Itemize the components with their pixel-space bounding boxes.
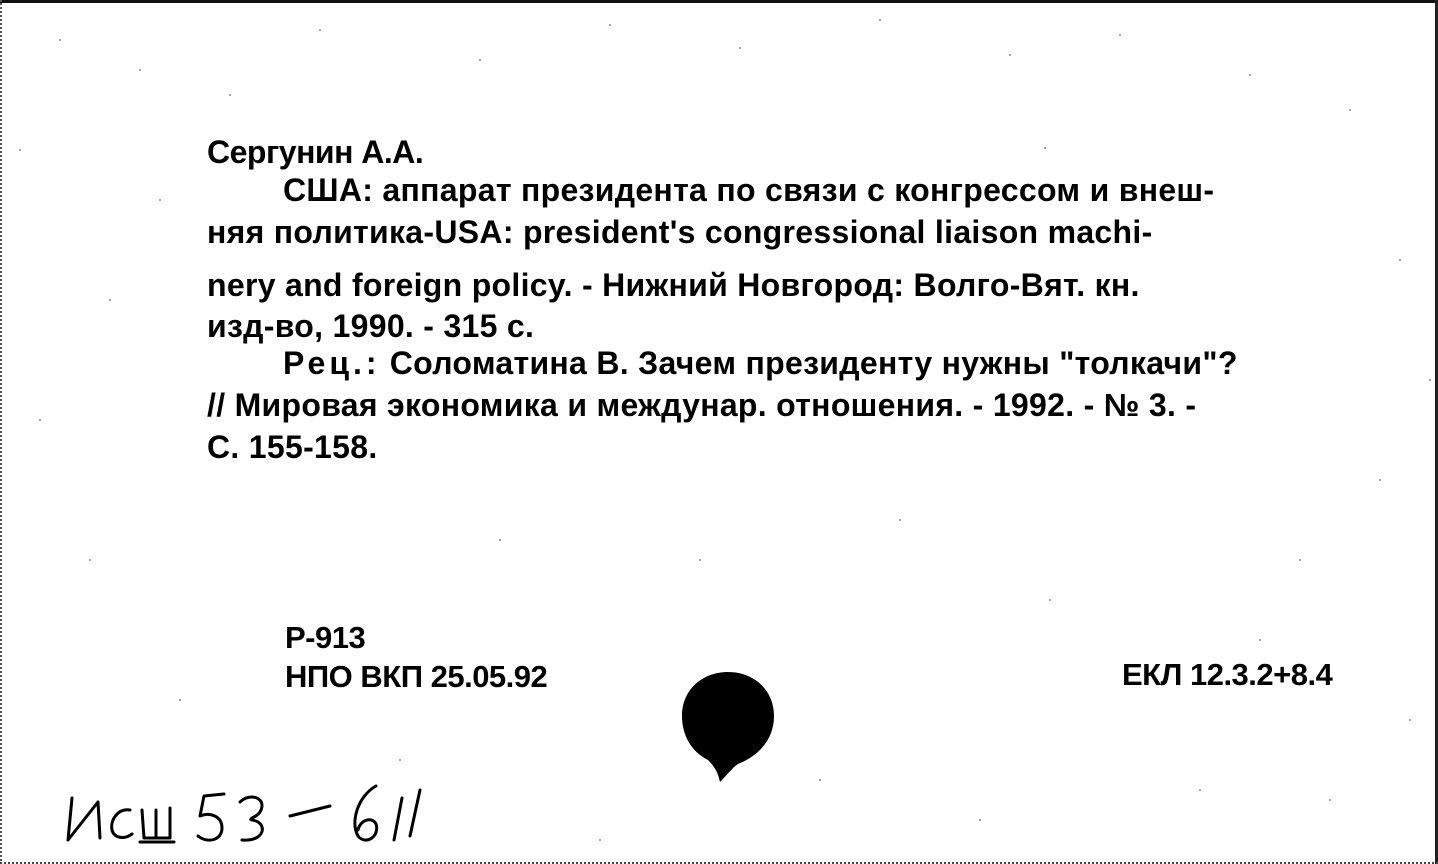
classification-code: ЕКЛ 12.3.2+8.4 — [1122, 657, 1333, 692]
review-line-3: С. 155-158. — [207, 429, 378, 465]
punch-hole-icon — [680, 668, 776, 788]
review-line-1 — [283, 345, 1238, 382]
source-stamp: НПО ВКП 25.05.92 — [285, 659, 548, 694]
description-line-4: изд-во, 1990. - 315 с. — [207, 308, 535, 344]
handwritten-mark — [58, 780, 518, 850]
description-line-1: США: аппарат президента по связи с конгрессом и внеш- — [283, 172, 1215, 208]
handwritten-mark-text — [0, 0, 6, 1]
review-label: Рец.: — [283, 345, 381, 381]
review-title: Соломатина В. Зачем президенту нужны "толкачи"? — [380, 345, 1238, 381]
review-line-2: // Мировая экономика и междунар. отношения. - 1992. - № 3. - — [207, 387, 1197, 423]
description-line-3: nery and foreign policy. - Нижний Новгород: Волго-Вят. кн. — [207, 267, 1140, 303]
author-heading: Сергунин А.А. — [207, 134, 424, 170]
description-line-2: няя политика-USA: president's congressional liaison machi- — [207, 214, 1153, 250]
shelf-code: Р-913 — [285, 620, 366, 655]
